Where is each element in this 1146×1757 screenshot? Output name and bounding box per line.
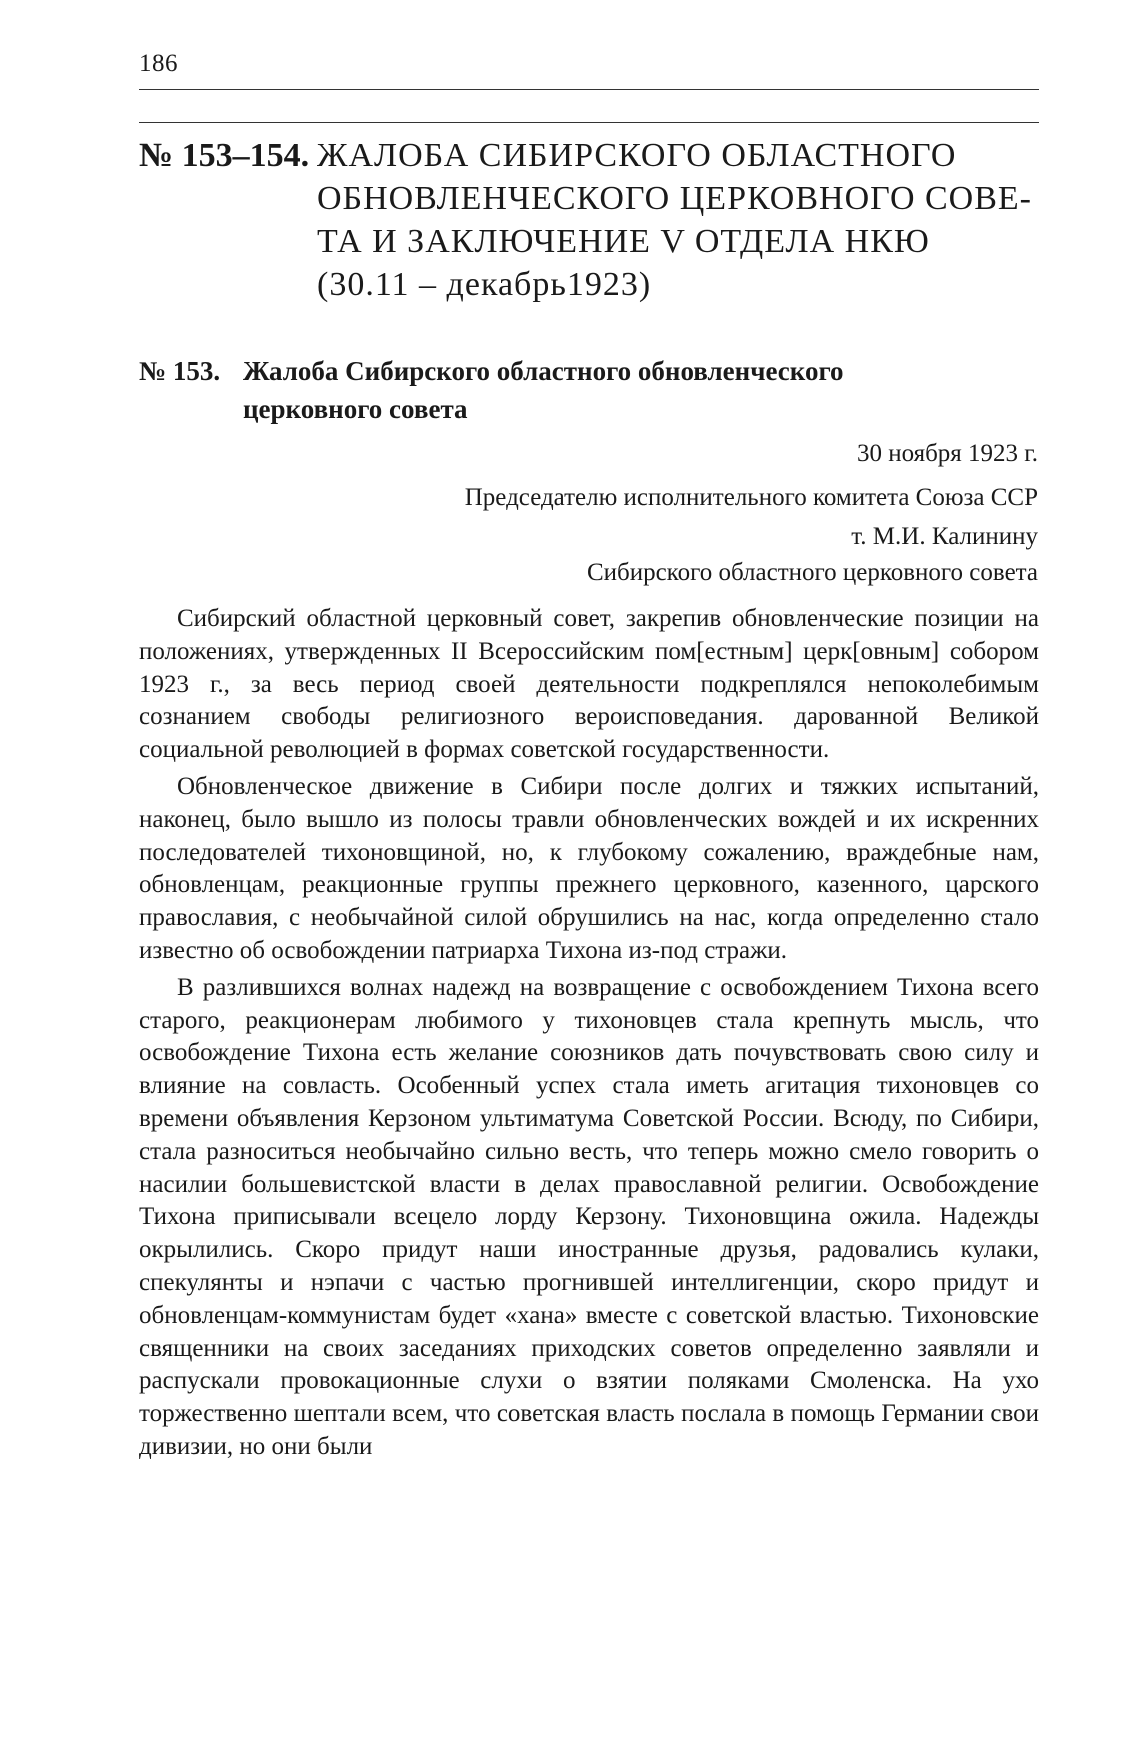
document-date: 30 ноября 1923 г. — [856, 440, 1038, 467]
subheading-title-line: церковного совета — [243, 394, 468, 424]
heading-title-line: ЖАЛОБА СИБИРСКОГО ОБЛАСТНОГО — [317, 137, 957, 174]
heading-number: № 153–154. — [139, 137, 310, 174]
subheading-number: № 153. — [139, 356, 221, 386]
heading-title-line: (30.11 – декабрь1923) — [317, 266, 652, 303]
heading-title-line: ТА И ЗАКЛЮЧЕНИЕ V ОТДЕЛА НКЮ — [317, 223, 930, 260]
sender-line: Сибирского областного церковного совета — [586, 559, 1038, 586]
document-body — [139, 603, 1039, 1468]
subheading-title-line: Жалоба Сибирского областного обновленческого — [243, 356, 844, 386]
body-paragraph: Сибирский областной церковный совет, закрепив обновленческие позиции на положениях, утвержденных II Всероссийским пом[естным] церк[овным] собором 1923 г., за весь период своей деятельности подкреплялся непоколебимым сознанием свободы религиозного вероисповедания. дарованной Великой социальной революцией в формах советской государственности. — [139, 605, 1039, 764]
addressee-line: т. М.И. Калинину — [851, 523, 1038, 550]
heading-title — [317, 134, 1033, 306]
subheading-title — [243, 352, 1023, 428]
document-subheading — [139, 352, 1039, 428]
addressee-line: Председателю исполнительного комитета Союза ССР — [464, 484, 1038, 511]
document-heading — [139, 134, 1039, 306]
title-rule — [139, 122, 1039, 123]
body-paragraph: В разлившихся волнах надежд на возвращение с освобождением Тихона всего старого, реакционерам любимого у тихоновцев стала крепнуть мысль, что освобождение Тихона есть желание союзников дать почувствовать свою силу и влияние на совласть. Особенный успех стала иметь агитация тихоновцев со времени объявления Керзоном ультиматума Советской России. Всюду, по Сибири, стала разноситься необычайно сильно весть, что теперь можно смело говорить о насилии большевистской власти в делах православной религии. Освобождение Тихона приписывали всецело лорду Керзону. Тихоновщина ожила. Надежды окрылились. Скоро придут наши иностранные друзья, радовались кулаки, спекулянты и нэпачи с частью прогнившей интеллигенции, скоро придут и обновленцам-коммунистам будет «хана» вместе с советской властью. Тихоновские священники на своих заседаниях приходских советов определенно заявляли и распускали провокационные слухи о взятии поляками Смоленска. На ухо торжественно шептали всем, что советская власть послала в помощь Германии свои дивизии, но они были — [139, 973, 1039, 1460]
header-rule — [139, 89, 1039, 90]
heading-title-line: ОБНОВЛЕНЧЕСКОГО ЦЕРКОВНОГО СОВЕ- — [317, 180, 1033, 217]
page-number: 186 — [139, 50, 178, 77]
body-paragraph: Обновленческое движение в Сибири после долгих и тяжких испытаний, наконец, было вышло из полосы травли обновленческих вождей и их искренних последователей тихоновщиной, но, к глубокому сожалению, враждебные нам, обновленцам, реакционные группы прежнего церковного, казенного, царского православия, с необычайной силой обрушились на нас, когда определенно стало известно об освобождении патриарха Тихона из-под стражи. — [139, 772, 1039, 964]
